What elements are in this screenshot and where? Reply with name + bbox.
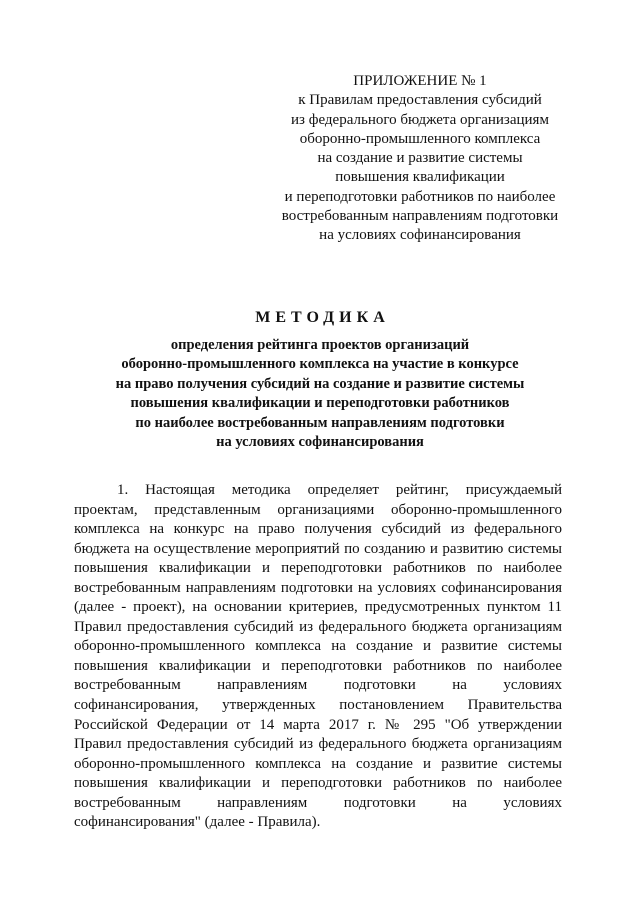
body-line: оборонно-промышленного комплекса на создание и развитие системы [74, 755, 562, 772]
subtitle-line: оборонно-промышленного комплекса на участие в конкурсе [121, 356, 519, 373]
subtitle-line: повышения квалификации и переподготовки работников [130, 395, 510, 412]
subtitle-line: по наиболее востребованным направлениям подготовки [135, 414, 505, 431]
subtitle-line: определения рейтинга проектов организаций [170, 337, 470, 353]
appendix-line: к Правилам предоставления субсидий [298, 92, 542, 109]
body-line: Правил предоставления субсидий из федерального бюджета организациям [74, 736, 562, 753]
body-line: востребованным направлениям подготовки на условиях [74, 677, 562, 694]
appendix-line: востребованным направлениям подготовки [281, 208, 559, 225]
body-line: оборонно-промышленного комплекса на создание и развитие системы [74, 638, 562, 655]
body-line: востребованным направлениям подготовки на условиях [74, 794, 562, 811]
document-subtitle [60, 336, 580, 452]
body-line: повышения квалификации и переподготовки работников по наиболее [74, 657, 562, 674]
paragraph-1 [74, 481, 562, 833]
body-line: Российской Федерации от 14 марта 2017 г. № 295 "Об утверждении [74, 716, 562, 733]
appendix-title: ПРИЛОЖЕНИЕ № 1 [353, 73, 487, 89]
body-line: софинансирования" (далее - Правила). [74, 814, 321, 831]
appendix-line: на условиях софинансирования [319, 227, 521, 244]
body-line: комплекса на конкурс на право получения субсидий из федерального [74, 521, 562, 538]
body-line: (далее - проект), на основании критериев, предусмотренных пунктом 11 [74, 599, 562, 616]
appendix-header [270, 72, 570, 246]
body-line: востребованным направлениям подготовки на условиях софинансирования [74, 579, 562, 596]
appendix-line: на создание и развитие системы [317, 150, 523, 167]
appendix-line: повышения квалификации [335, 169, 505, 186]
body-line: повышения квалификации и переподготовки работников по наиболее [74, 775, 562, 792]
appendix-line: и переподготовки работников по наиболее [284, 188, 556, 205]
body-line: Правил предоставления субсидий из федерального бюджета организациям [74, 618, 562, 635]
body-line: софинансирования, утвержденных постановлением Правительства [74, 697, 562, 714]
appendix-line: оборонно-промышленного комплекса [299, 130, 541, 147]
body-line: повышения квалификации и переподготовки работников по наиболее [74, 560, 562, 577]
body-line: проектам, представленным организациями оборонно-промышленного [74, 501, 562, 518]
subtitle-line: на условиях софинансирования [216, 434, 424, 451]
body-line: 1. Настоящая методика определяет рейтинг, присуждаемый [117, 482, 562, 498]
appendix-line: из федерального бюджета организациям [291, 111, 549, 128]
document-title: МЕТОДИКА [255, 309, 390, 326]
body-line: бюджета на осуществление мероприятий по созданию и развитию системы [74, 540, 562, 557]
subtitle-line: на право получения субсидий на создание и развитие системы [115, 375, 525, 392]
